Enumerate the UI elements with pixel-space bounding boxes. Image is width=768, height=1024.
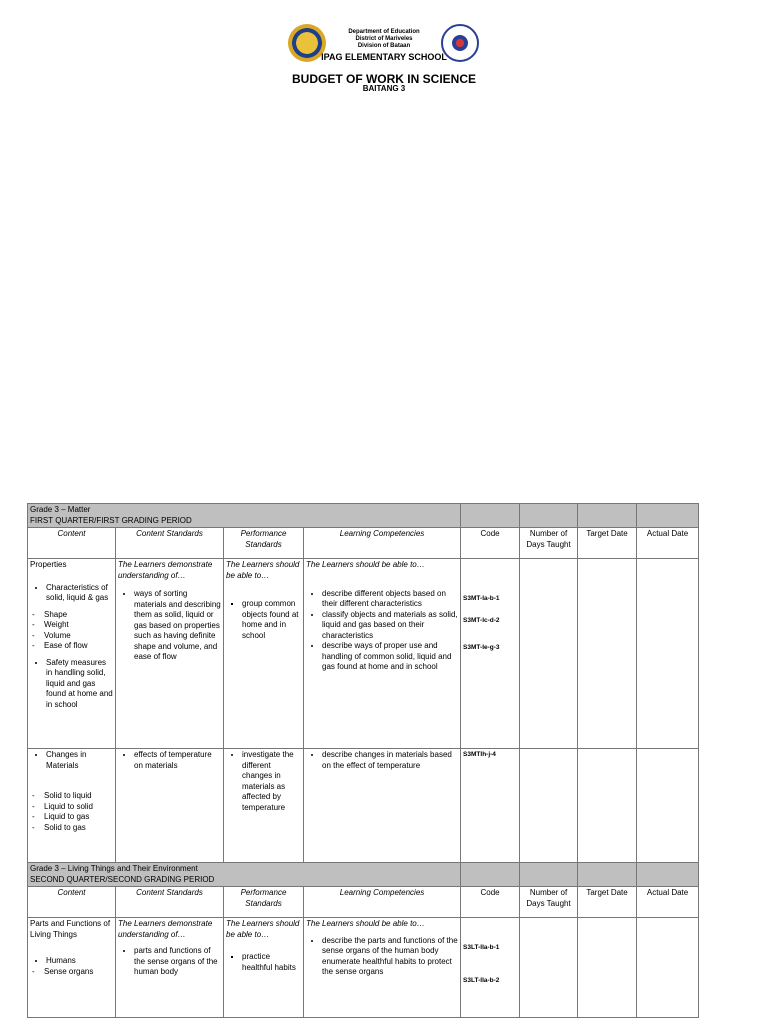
- performance-intro: The Learners should be able to…: [226, 919, 300, 939]
- col-header-actual: Actual Date: [637, 887, 699, 918]
- col-header-content-standards: Content Standards: [116, 887, 224, 918]
- list-item: • investigate the different changes in materials as affected by temperature: [242, 750, 301, 813]
- standards-intro: The Learners demonstrate understanding of…: [118, 560, 213, 580]
- q2-header-row: [28, 887, 699, 918]
- competency-code: S3MT-Ia-b-1: [463, 595, 500, 602]
- col-header-code: Code: [461, 887, 520, 918]
- list-item: • describe different objects based on their different characteristics: [322, 589, 458, 610]
- list-item: • describe changes in materials based on the effect of temperature: [322, 750, 458, 771]
- dep-line-2: District of Mariveles: [355, 36, 413, 42]
- col-header-target: Target Date: [578, 887, 637, 918]
- list-item: • describe the parts and functions of the sense organs of the human body enumerate healthful habits to protect the sense organs: [322, 936, 458, 978]
- q2-band-label: Grade 3 – Living Things and Their Environment SECOND QUARTER/SECOND GRADING PERIOD: [28, 863, 461, 887]
- performance-intro: The Learners should be able to…: [226, 560, 300, 580]
- col-header-target: Target Date: [578, 528, 637, 559]
- col-header-days: Number of Days Taught: [520, 887, 578, 918]
- standards-intro: The Learners demonstrate understanding of…: [118, 919, 213, 939]
- col-header-days: Number of Days Taught: [520, 528, 578, 559]
- q1-band-label: Grade 3 – Matter FIRST QUARTER/FIRST GRADING PERIOD: [28, 504, 461, 528]
- document-header: [0, 22, 768, 102]
- competency-code: S3MTIh-j-4: [463, 751, 496, 758]
- col-header-content-standards: Content Standards: [116, 528, 224, 559]
- list-item: - Solid to gas: [44, 823, 113, 834]
- list-item: - Solid to liquid: [44, 791, 113, 802]
- col-header-learning-competencies: Learning Competencies: [304, 528, 461, 559]
- list-item: - Weight: [44, 620, 113, 631]
- competency-code: S3LT-IIa-b-2: [463, 976, 500, 984]
- col-header-content: Content: [28, 887, 116, 918]
- list-item: ▪ practice healthful habits: [242, 952, 301, 973]
- competency-code: S3MT-Ie-g-3: [463, 644, 500, 651]
- competencies-intro: The Learners should be able to…: [306, 560, 425, 569]
- col-header-actual: Actual Date: [637, 528, 699, 559]
- page-title: BUDGET OF WORK IN SCIENCE: [291, 72, 476, 86]
- table-row: [28, 749, 699, 863]
- table-row: [28, 918, 699, 1018]
- q1-band-row: [28, 504, 699, 528]
- list-item: • Changes in Materials: [46, 750, 113, 771]
- dep-line-3: Division of Bataan: [357, 43, 411, 49]
- col-header-content: Content: [28, 528, 116, 559]
- content-title: Properties: [30, 560, 67, 569]
- col-header-code: Code: [461, 528, 520, 559]
- list-item: • Humans: [46, 956, 113, 967]
- competency-code: S3LT-IIa-b-1: [463, 944, 500, 951]
- list-item: - Volume: [44, 631, 113, 642]
- list-item: - Shape: [44, 610, 113, 621]
- col-header-performance-standards: Performance Standards: [224, 887, 304, 918]
- list-item: - Sense organs: [44, 967, 113, 978]
- list-item: • ways of sorting materials and describing them as solid, liquid or gas based on properties such as having definite shape and volume, and ease of flow: [134, 589, 221, 663]
- content-title: Parts and Functions of Living Things: [30, 919, 111, 939]
- list-item: • classify objects and materials as solid, liquid and gas based on their characteristics: [322, 610, 458, 642]
- page-subtitle: BAITANG 3: [362, 84, 406, 93]
- list-item: - Liquid to solid: [44, 802, 113, 813]
- list-item: • effects of temperature on materials: [134, 750, 221, 771]
- q1-header-row: [28, 528, 699, 559]
- competency-code: S3MT-Ic-d-2: [463, 616, 500, 624]
- list-item: • Characteristics of solid, liquid & gas: [46, 583, 113, 604]
- col-header-learning-competencies: Learning Competencies: [304, 887, 461, 918]
- list-item: - Liquid to gas: [44, 812, 113, 823]
- dep-line-1: Department of Education: [348, 29, 420, 35]
- list-item: • parts and functions of the sense organs of the human body: [134, 946, 221, 978]
- list-item: • Safety measures in handling solid, liquid and gas found at home and in school: [46, 658, 113, 711]
- q2-band-row: [28, 863, 699, 887]
- budget-table: [27, 503, 699, 1018]
- list-item: • describe ways of proper use and handling of common solid, liquid and gas found at home and in school: [322, 641, 458, 673]
- table-row: [28, 559, 699, 749]
- competencies-intro: The Learners should be able to…: [306, 919, 425, 928]
- list-item: - Ease of flow: [44, 641, 113, 652]
- list-item: ▪ group common objects found at home and in school: [242, 599, 301, 641]
- school-name: IPAG ELEMENTARY SCHOOL: [321, 52, 447, 62]
- col-header-performance-standards: Performance Standards: [224, 528, 304, 559]
